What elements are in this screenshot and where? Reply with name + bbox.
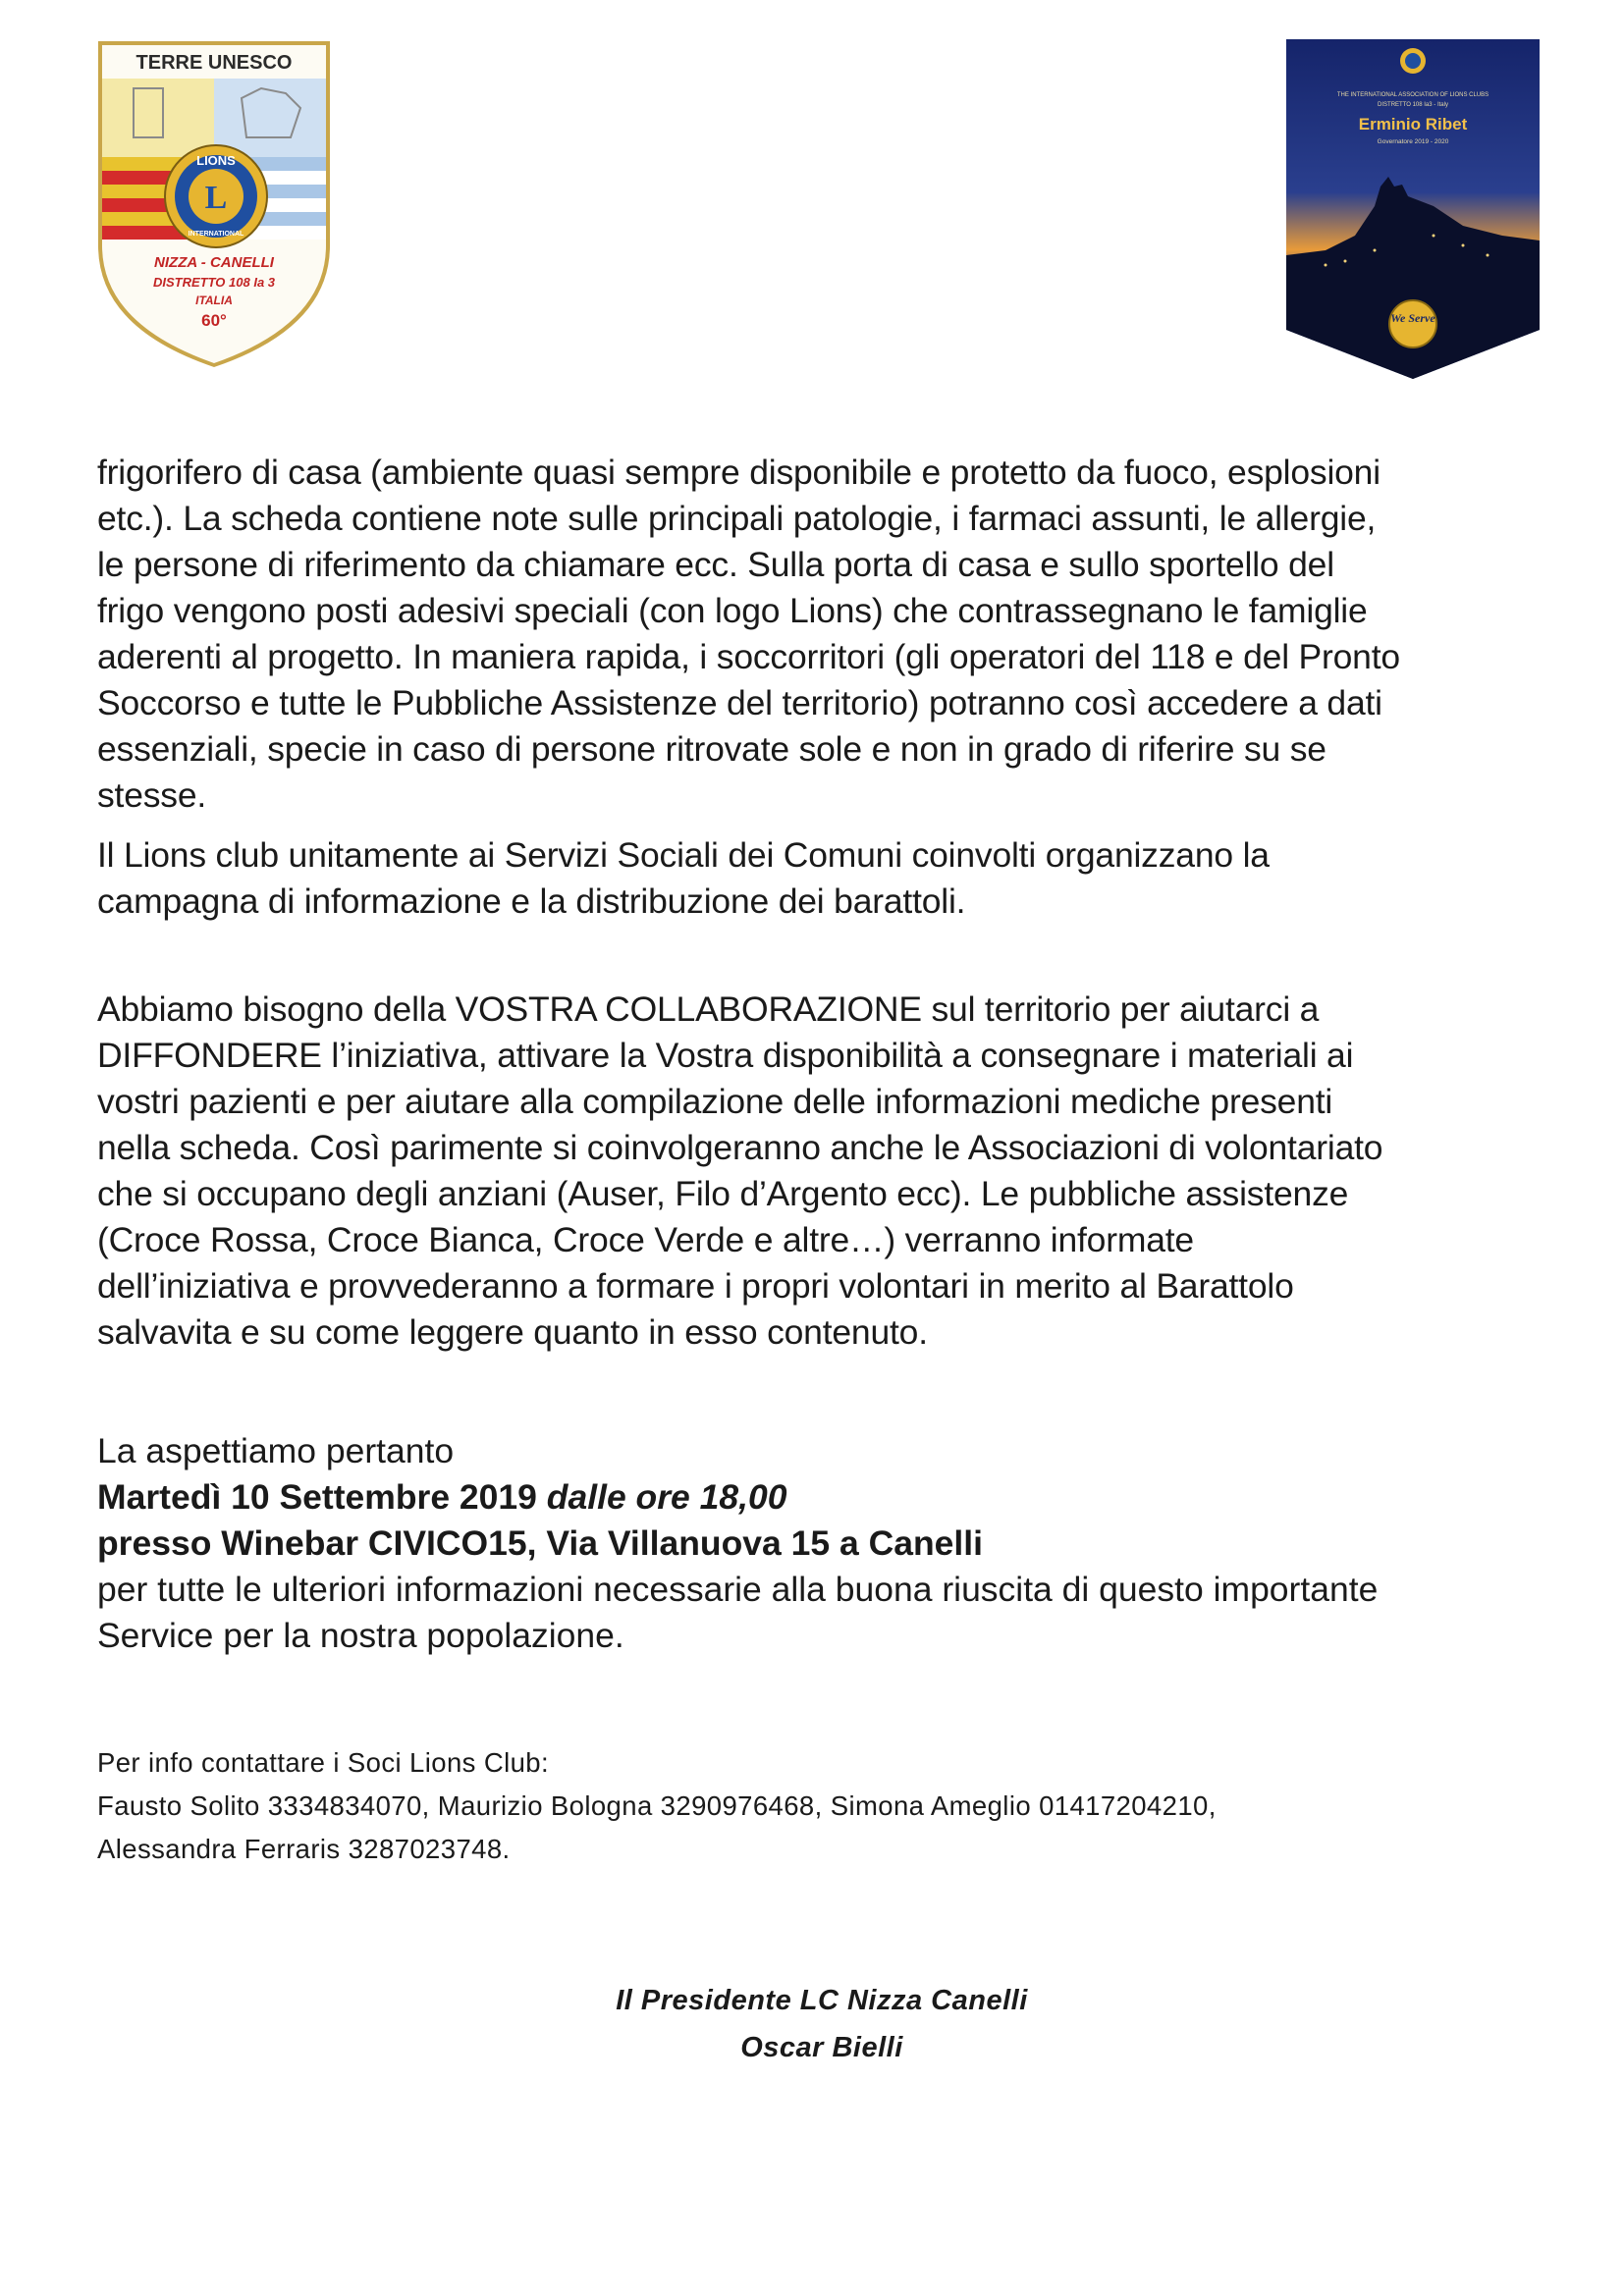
svg-text:TERRE UNESCO: TERRE UNESCO [135, 52, 293, 74]
text-line: Soccorso e tutte le Pubbliche Assistenze del territorio) potranno così accedere a dati [97, 683, 1382, 722]
event-place: presso Winebar CIVICO15, Via Villanuova 15 a Canelli [97, 1523, 984, 1563]
event-date [97, 1474, 787, 1521]
text-line: (Croce Rossa, Croce Bianca, Croce Verde e altre…) verranno informate [97, 1220, 1194, 1259]
contacts-line: Fausto Solito 3334834070, Maurizio Bologna 3290976468, Simona Ameglio 01417204210, [97, 1790, 1217, 1821]
event-time: dalle ore 18,00 [546, 1477, 787, 1517]
body-paragraph-3 [97, 987, 1541, 1356]
text-line: etc.). La scheda contiene note sulle principali patologie, i farmaci assunti, le allergie, [97, 499, 1377, 538]
svg-text:Governatore 2019 - 2020: Governatore 2019 - 2020 [1377, 138, 1449, 145]
text-line: stesse. [97, 775, 207, 815]
text-line: Il Lions club unitamente ai Servizi Sociali dei Comuni coinvolti organizzano la [97, 835, 1270, 875]
text-line: Abbiamo bisogno della VOSTRA COLLABORAZIONE sul territorio per aiutarci a [97, 989, 1320, 1029]
text-line: le persone di riferimento da chiamare ecc. Sulla porta di casa e sullo sportello del [97, 545, 1334, 584]
signature-role: Il Presidente LC Nizza Canelli [616, 1985, 1028, 2016]
contacts-heading: Per info contattare i Soci Lions Club: [97, 1747, 550, 1778]
lions-club-nizza-canelli-pennant-icon [94, 39, 334, 367]
text-line: Service per la nostra popolazione. [97, 1616, 624, 1655]
text-line: frigorifero di casa (ambiente quasi sempre disponibile e protetto da fuoco, esplosioni [97, 453, 1380, 492]
contacts-line: Alessandra Ferraris 3287023748. [97, 1834, 511, 1864]
text-line: che si occupano degli anziani (Auser, Filo d’Argento ecc). Le pubbliche assistenze [97, 1174, 1349, 1213]
text-line: vostri pazienti e per aiutare alla compilazione delle informazioni mediche presenti [97, 1082, 1333, 1121]
svg-text:DISTRETTO 108 Ia3 - Italy: DISTRETTO 108 Ia3 - Italy [1378, 102, 1448, 108]
text-line: DIFFONDERE l’iniziativa, attivare la Vostra disponibilità a consegnare i materiali ai [97, 1036, 1354, 1075]
text-line: per tutte le ulteriori informazioni necessarie alla buona riuscita di questo importante [97, 1570, 1379, 1609]
text-line: aderenti al progetto. In maniera rapida, i soccorritori (gli operatori del 118 e del Pronto [97, 637, 1400, 676]
text-line: frigo vengono posti adesivi speciali (con logo Lions) che contrassegnano le famiglie [97, 591, 1368, 630]
svg-text:Erminio Ribet: Erminio Ribet [1358, 115, 1468, 133]
signature-name: Oscar Bielli [740, 2032, 903, 2063]
event-intro: La aspettiamo pertanto [97, 1431, 455, 1470]
body-paragraph-2 [97, 832, 1541, 925]
body-paragraph-1 [97, 450, 1541, 819]
event-more-info [97, 1567, 1541, 1659]
svg-text:THE INTERNATIONAL ASSOCIATION: THE INTERNATIONAL ASSOCIATION OF LIONS CLUBS [1336, 92, 1489, 98]
svg-text:LIONS: LIONS [196, 153, 236, 168]
text-line: dell’iniziativa e provvederanno a formare i propri volontari in merito al Barattolo [97, 1266, 1294, 1306]
governor-erminio-ribet-pennant-icon [1286, 39, 1540, 379]
text-line: essenziali, specie in caso di persone ritrovate sole e non in grado di riferire su se [97, 729, 1326, 769]
event-date-text: Martedì 10 Settembre 2019 [97, 1477, 537, 1517]
svg-text:DISTRETTO 108 Ia 3: DISTRETTO 108 Ia 3 [152, 275, 276, 290]
svg-text:L: L [204, 180, 228, 216]
text-line: campagna di informazione e la distribuzione dei barattoli. [97, 881, 966, 921]
contacts-block [97, 1741, 1550, 1871]
text-line: nella scheda. Così parimente si coinvolgeranno anche le Associazioni di volontariato [97, 1128, 1383, 1167]
svg-text:INTERNATIONAL: INTERNATIONAL [188, 231, 244, 238]
svg-text:ITALIA: ITALIA [195, 294, 233, 307]
text-line: salvavita e su come leggere quanto in esso contenuto. [97, 1312, 928, 1352]
svg-text:We Serve: We Serve [1390, 311, 1435, 325]
svg-text:NIZZA - CANELLI: NIZZA - CANELLI [154, 254, 274, 271]
svg-text:60°: 60° [201, 311, 227, 330]
